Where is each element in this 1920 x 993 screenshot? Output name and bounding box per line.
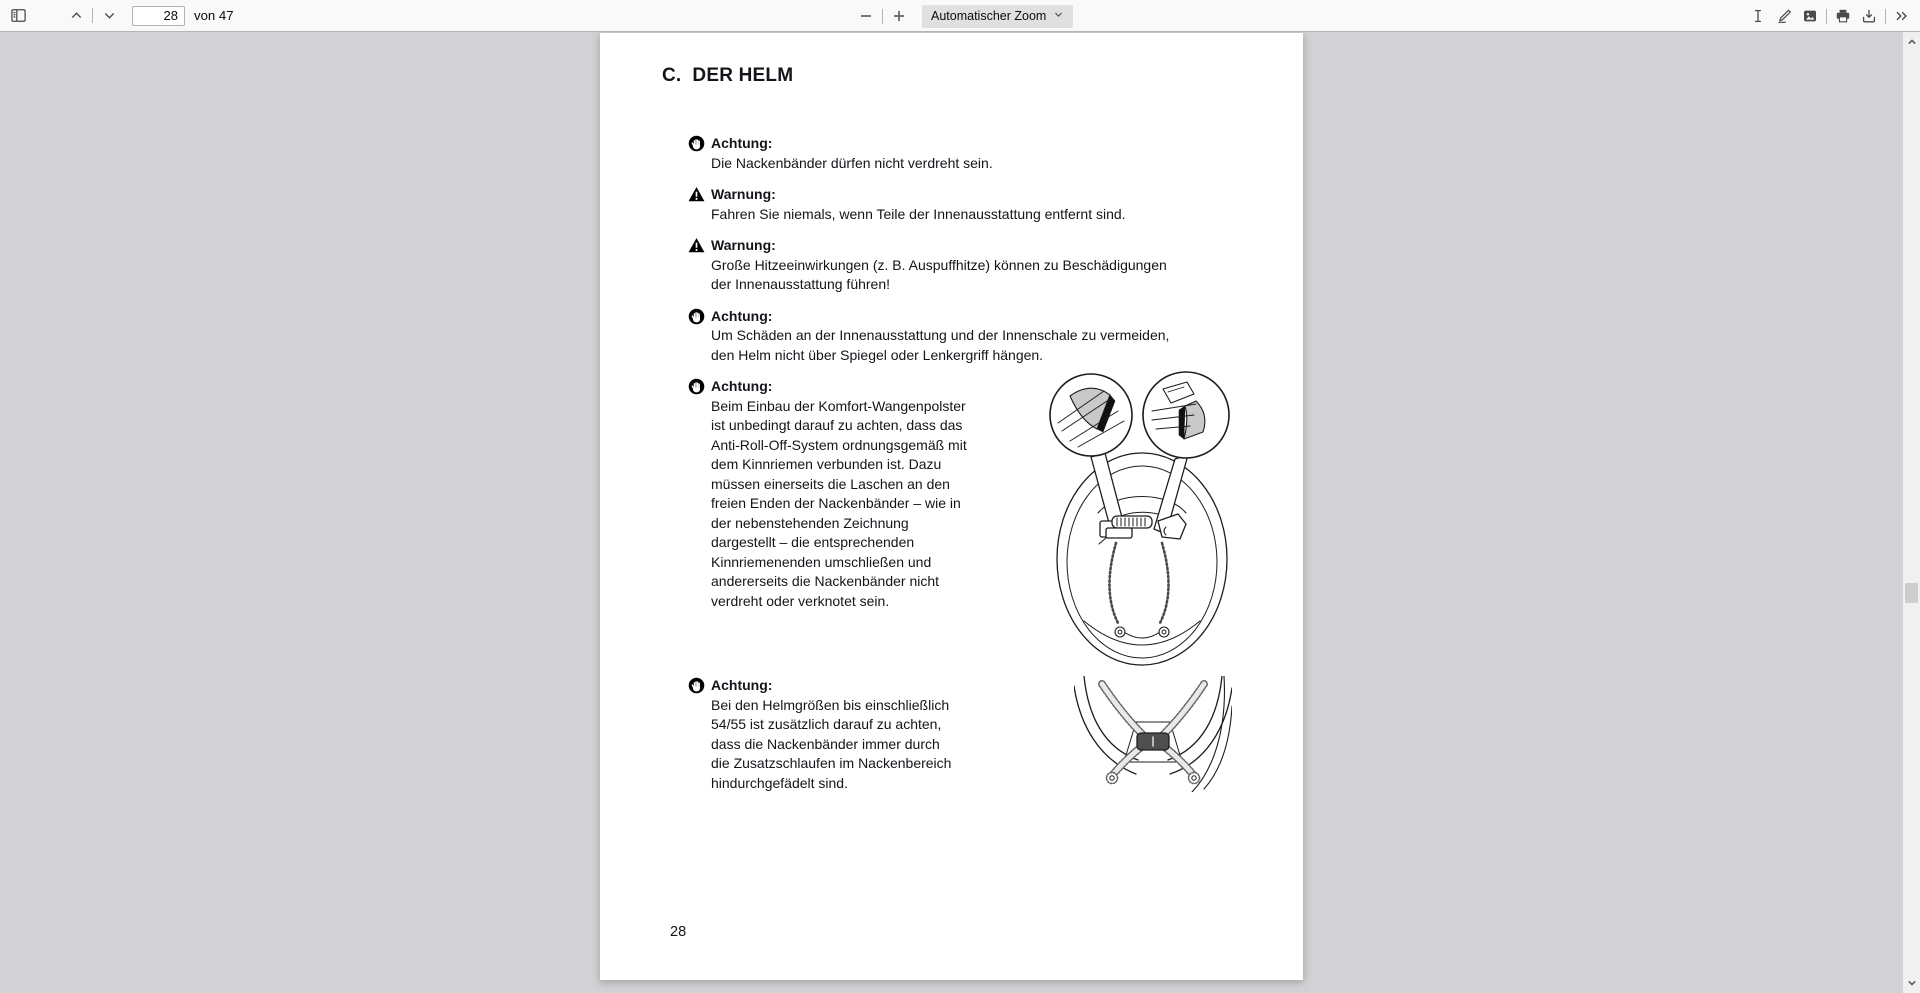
print-icon <box>1835 8 1851 24</box>
chevron-down-icon <box>102 8 117 23</box>
text-line: dass die Nackenbänder immer durch <box>711 735 940 752</box>
text-line: dem Kinnriemen verbunden ist. Dazu <box>711 456 942 472</box>
zoom-in-plus-icon <box>891 8 907 24</box>
text-line: der Innenausstattung führen! <box>711 276 891 292</box>
scrollbar-thumb[interactable] <box>1905 583 1918 603</box>
attention-stop-hand-icon <box>688 308 705 325</box>
draw-tool-button[interactable] <box>1771 3 1797 29</box>
text-line: verdreht oder verknotet sein. <box>711 592 890 609</box>
pdf-page <box>600 33 1303 980</box>
chevron-down-icon <box>1053 9 1064 23</box>
zoom-out-minus-icon <box>858 8 874 24</box>
page-number-input[interactable] <box>132 6 185 26</box>
next-page-button[interactable] <box>96 3 122 29</box>
notice-label: Warnung: <box>711 186 776 202</box>
text-line: Beim Einbau der Komfort-Wangenpolster <box>711 397 966 414</box>
draw-pen-icon <box>1776 8 1792 24</box>
viewer-background <box>0 32 1920 993</box>
notice-label: Achtung: <box>711 135 773 151</box>
text-line: 54/55 ist zusätzlich darauf zu achten, <box>711 716 942 732</box>
pdf-viewer-toolbar <box>0 0 1920 32</box>
text-line: ist unbedingt darauf zu achten, dass das <box>711 417 963 433</box>
text-line: müssen einerseits die Laschen an den <box>711 475 950 492</box>
select-text-tool-button[interactable] <box>1745 3 1771 29</box>
vertical-scrollbar[interactable] <box>1903 32 1920 993</box>
download-icon <box>1861 8 1877 24</box>
text-line: dargestellt – die entsprechenden <box>711 534 915 550</box>
zoom-in-button[interactable] <box>886 3 912 29</box>
text-line: hindurchgefädelt sind. <box>711 774 848 791</box>
toolbar-right-group <box>1745 0 1920 32</box>
page-number-footer: 28 <box>670 924 687 940</box>
helmet-illustration-neckbands <box>1074 676 1232 797</box>
text-line: der nebenstehenden Zeichnung <box>711 514 909 531</box>
more-tools-chevrons-icon <box>1894 8 1910 24</box>
attention-stop-hand-icon <box>688 135 705 152</box>
text-line: andererseits die Nackenbänder nicht <box>711 573 940 589</box>
text-line: Um Schäden an der Innenausstattung und der Innenschale zu vermeiden, <box>711 327 1170 343</box>
helmet-illustration-interior <box>1046 371 1234 674</box>
zoom-level-value: Automatischer Zoom <box>931 9 1047 23</box>
scroll-up-arrow-icon[interactable] <box>1903 34 1920 50</box>
sidebar-toggle-button[interactable] <box>5 3 31 29</box>
text-line: Bei den Helmgrößen bis einschließlich <box>711 696 950 713</box>
notice-block <box>688 236 1268 295</box>
notice-label: Achtung: <box>711 378 773 394</box>
more-tools-button[interactable] <box>1889 3 1915 29</box>
text-line: die Zusatzschlaufen im Nackenbereich <box>711 755 952 771</box>
toolbar-left-group <box>0 3 234 29</box>
text-line: Anti-Roll-Off-System ordnungsgemäß mit <box>711 436 967 453</box>
previous-page-button[interactable] <box>63 3 89 29</box>
attention-stop-hand-icon <box>688 677 705 694</box>
page-title <box>662 65 793 87</box>
notice-label: Achtung: <box>711 307 773 324</box>
text-line: Große Hitzeeinwirkungen (z. B. Auspuffhitze) können zu Beschädigungen <box>711 256 1167 273</box>
download-button[interactable] <box>1856 3 1882 29</box>
text-line: Fahren Sie niemals, wenn Teile der Innenausstattung entfernt sind. <box>711 205 1126 222</box>
heading-number: C. <box>662 65 682 86</box>
page-count-label: von 47 <box>194 8 234 23</box>
zoom-out-button[interactable] <box>853 3 879 29</box>
toolbar-zoom-group <box>853 0 1073 32</box>
notice-block <box>688 134 1268 173</box>
attention-stop-hand-icon <box>688 378 705 395</box>
print-button[interactable] <box>1830 3 1856 29</box>
chevron-up-icon <box>69 8 84 23</box>
warning-triangle-icon <box>688 186 705 203</box>
toolbar-separator <box>92 8 93 23</box>
add-image-icon <box>1802 8 1818 24</box>
notice-block <box>688 185 1268 224</box>
text-line: den Helm nicht über Spiegel oder Lenkergriff hängen. <box>711 346 1044 363</box>
sidebar-toggle-icon <box>10 7 27 24</box>
toolbar-separator <box>1885 9 1886 24</box>
scroll-down-arrow-icon[interactable] <box>1903 975 1920 991</box>
toolbar-separator <box>1826 9 1827 24</box>
text-line: Kinnriemenenden umschließen und <box>711 553 932 570</box>
text-line: freien Enden der Nackenbänder – wie in <box>711 495 961 511</box>
notice-label: Warnung: <box>711 237 776 253</box>
warning-triangle-icon <box>688 237 705 254</box>
text-line: Die Nackenbänder dürfen nicht verdreht sein. <box>711 154 993 171</box>
zoom-level-select[interactable] <box>922 5 1073 28</box>
heading-text: DER HELM <box>692 65 794 86</box>
select-text-ibeam-icon <box>1750 8 1766 24</box>
toolbar-separator <box>882 9 883 24</box>
notice-label: Achtung: <box>711 677 773 693</box>
add-image-tool-button[interactable] <box>1797 3 1823 29</box>
notice-block <box>688 307 1268 366</box>
